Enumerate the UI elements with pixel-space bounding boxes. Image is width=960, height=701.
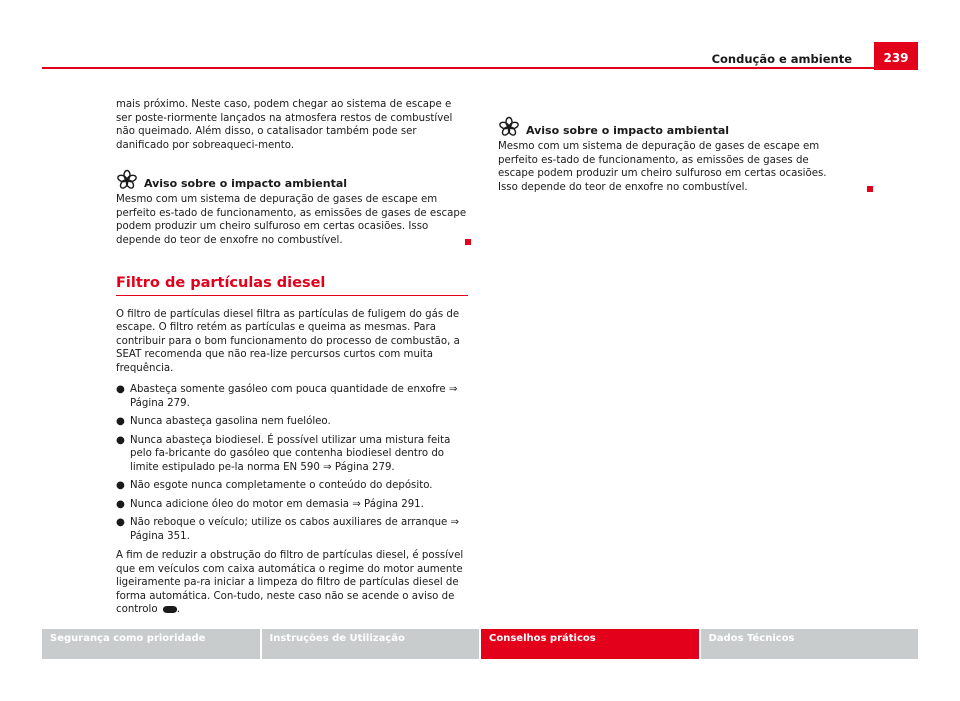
closing-paragraph — [116, 549, 468, 617]
list-item — [116, 434, 468, 475]
flower-icon — [116, 169, 138, 191]
bullet-dot: ● — [116, 416, 125, 427]
header-rule — [42, 67, 874, 69]
right-column — [498, 116, 870, 194]
list-item — [116, 498, 468, 512]
list-item — [116, 479, 468, 493]
section-end-square-icon — [867, 186, 873, 192]
footer-tab-instrucoes[interactable]: Instruções de Utilização — [262, 629, 480, 659]
aviso-title: Aviso sobre o impacto ambiental — [526, 124, 730, 137]
closing-end: . — [176, 604, 181, 615]
bullet-dot: ● — [116, 384, 125, 395]
left-column — [116, 98, 468, 617]
aviso-box-right — [498, 116, 870, 194]
footer-tab-seguranca[interactable]: Segurança como prioridade — [42, 629, 260, 659]
bullet-dot: ● — [116, 517, 125, 528]
closing-text: A fim de reduzir a obstrução do filtro de partículas diesel, é possível que em veículos com caixa automática o regime do motor aumente ligeiramente pa-ra iniciar a limpeza do filtro de partículas diesel de forma automática. Con-tudo, neste caso não se acende o aviso de controlo — [116, 550, 464, 615]
aviso-box-left — [116, 169, 468, 247]
bullet-text: Não reboque o veículo; utilize os cabos auxiliares de arranque ⇒ Página 351. — [130, 517, 460, 542]
aviso-title: Aviso sobre o impacto ambiental — [144, 177, 348, 190]
bullet-dot: ● — [116, 480, 125, 491]
header-title: Condução e ambiente — [711, 52, 852, 66]
aviso-heading — [116, 169, 468, 191]
particle-filter-warning-icon — [163, 606, 177, 613]
bullet-text: Nunca adicione óleo do motor em demasia ⇒ Página 291. — [130, 498, 424, 510]
bullet-text: Nunca abasteça biodiesel. É possível utilizar uma mistura feita pelo fa-bricante do gasóleo que contenha biodiesel dentro do limite estipulado pe-la norma EN 590 ⇒ Página 279. — [130, 434, 451, 473]
bullet-text: Nunca abasteça gasolina nem fuelóleo. — [130, 416, 331, 427]
page-number: 239 — [874, 42, 918, 70]
bullet-dot: ● — [116, 498, 125, 510]
list-item — [116, 383, 468, 410]
bullet-dot: ● — [116, 434, 125, 446]
bullet-list — [116, 383, 468, 543]
footer-tab-conselhos[interactable]: Conselhos práticos — [481, 629, 699, 659]
footer-nav — [42, 629, 918, 659]
intro-paragraph: mais próximo. Neste caso, podem chegar ao sistema de escape e ser poste-riormente lançados na atmosfera restos de combustível não queimado. Além disso, o catalisador também pode ser danificado por sobreaqueci-mento. — [116, 99, 453, 151]
section-end-square-icon — [465, 239, 471, 245]
aviso-body: Mesmo com um sistema de depuração de gases de escape em perfeito es-tado de funcionamento, as emissões de gases de escape podem produzir um cheiro sulfuroso em certas ocasiões. Isso depende do teor de enxofre no combustível. — [498, 141, 827, 193]
bullet-text: Abasteça somente gasóleo com pouca quantidade de enxofre ⇒ Página 279. — [130, 384, 458, 409]
list-item — [116, 516, 468, 543]
list-item — [116, 415, 468, 429]
flower-icon — [498, 116, 520, 138]
bullet-text: Não esgote nunca completamente o conteúdo do depósito. — [130, 480, 433, 491]
aviso-heading — [498, 116, 870, 138]
aviso-body: Mesmo com um sistema de depuração de gases de escape em perfeito es-tado de funcionamento, as emissões de gases de escape podem produzir um cheiro sulfuroso em certas ocasiões. Isso depende do teor de enxofre no combustível. — [116, 194, 467, 246]
section-title: Filtro de partículas diesel — [116, 277, 468, 296]
section-intro: O filtro de partículas diesel filtra as partículas de fuligem do gás de escape. O filtro retém as partículas e queima as mesmas. Para contribuir para o bom funcionamento do processo de combustão, a SEAT recomenda que não rea-lize percursos curtos com muita frequência. — [116, 308, 460, 374]
footer-tab-dados[interactable]: Dados Técnicos — [701, 629, 919, 659]
